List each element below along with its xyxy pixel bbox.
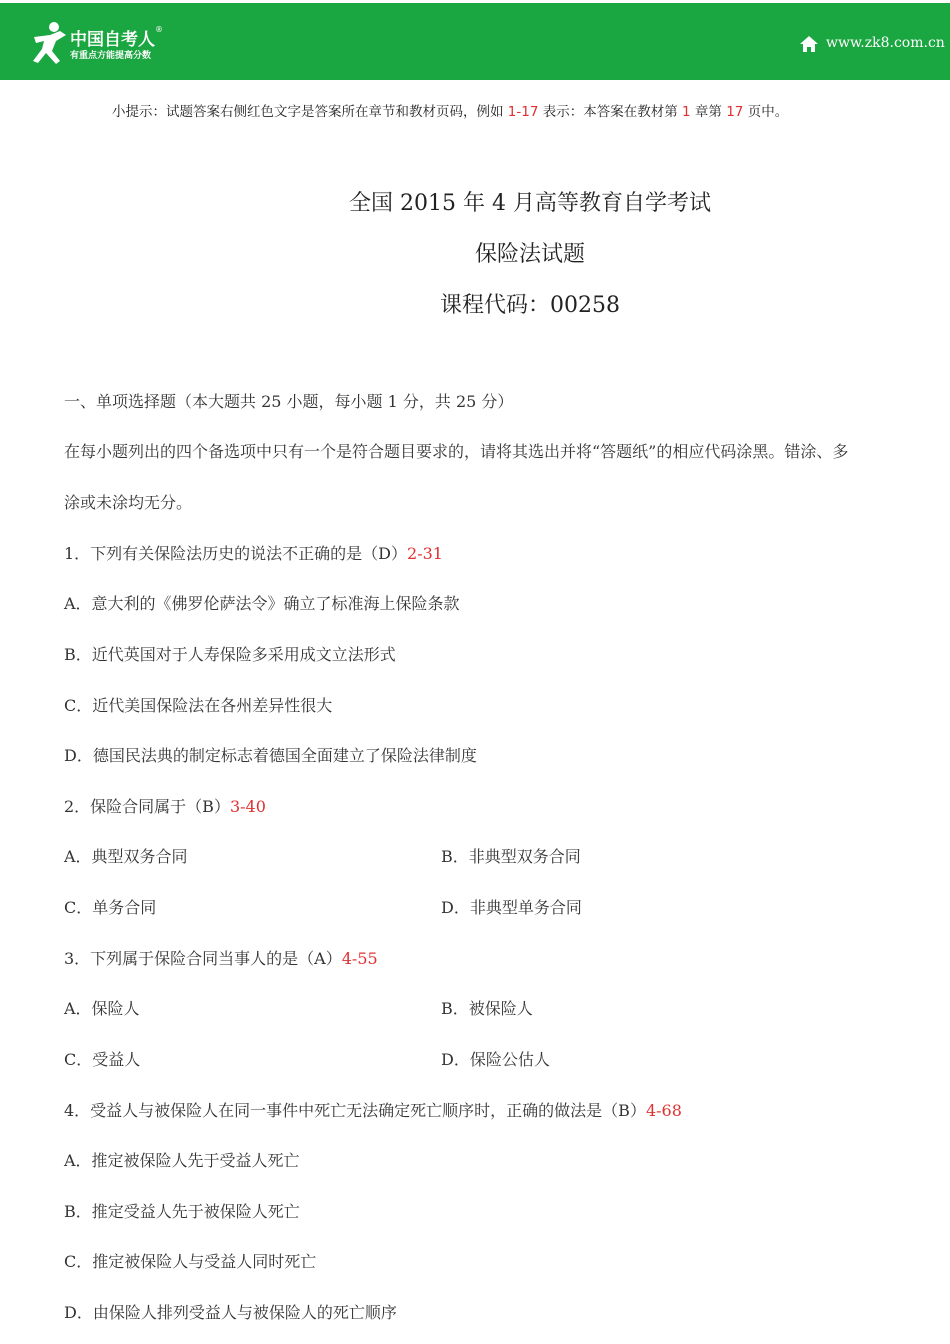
- option-a: A．意大利的《佛罗伦萨法令》确立了标准海上保险条款: [64, 594, 460, 613]
- answer-tip: [112, 100, 942, 120]
- option-a: A．典型双务合同: [64, 847, 188, 866]
- tip-example: 1-17: [507, 104, 539, 120]
- section-instruction-line2: 涂或未涂均无分。: [64, 493, 193, 512]
- tip-middle1: 表示：本答案在教材第: [538, 104, 683, 120]
- registered-mark: ®: [155, 25, 163, 34]
- option-a: A．保险人: [64, 999, 140, 1018]
- tip-prefix: 小提示：试题答案右侧红色文字是答案所在章节和教材页码，例如: [112, 104, 508, 120]
- option-d: D．由保险人排列受益人与被保险人的死亡顺序: [64, 1303, 397, 1322]
- option-c: C．推定被保险人与受益人同时死亡: [64, 1252, 317, 1271]
- question-stem: [64, 1101, 682, 1121]
- question-text: 2．保险合同属于（B）: [64, 797, 230, 816]
- question-text: 3．下列属于保险合同当事人的是（A）: [64, 949, 342, 968]
- site-url[interactable]: www.zk8.com.cn: [826, 35, 945, 51]
- option-a: A．推定被保险人先于受益人死亡: [64, 1151, 300, 1170]
- option-d: D．非典型单务合同: [441, 898, 582, 917]
- course-code: 课程代码：00258: [440, 293, 620, 318]
- tip-middle2: 章第: [690, 104, 727, 120]
- tip-chapter: 1: [682, 104, 691, 120]
- answer-reference: 4-55: [341, 949, 378, 968]
- site-logo[interactable]: [30, 21, 190, 67]
- option-d: D．德国民法典的制定标志着德国全面建立了保险法律制度: [64, 746, 477, 765]
- running-person-logo-icon: [30, 21, 70, 67]
- option-b: B．近代英国对于人寿保险多采用成文立法形式: [64, 645, 396, 664]
- question-stem: [64, 949, 378, 969]
- section-heading: 一、单项选择题（本大题共 25 小题，每小题 1 分，共 25 分）: [64, 392, 514, 411]
- option-c: C．单务合同: [64, 898, 157, 917]
- answer-reference: 4-68: [645, 1101, 682, 1120]
- option-b: B．被保险人: [441, 999, 533, 1018]
- logo-title: [70, 25, 163, 50]
- answer-reference: 2-31: [407, 544, 443, 563]
- option-c: C．近代美国保险法在各州差异性很大: [64, 696, 333, 715]
- logo-slogan: 有重点方能提高分数: [70, 51, 152, 61]
- tip-suffix: 页中。: [743, 104, 789, 120]
- home-icon: [800, 36, 818, 52]
- exam-title: 全国 2015 年 4 月高等教育自学考试: [349, 191, 711, 216]
- option-b: B．非典型双务合同: [441, 847, 581, 866]
- site-header: [0, 3, 950, 80]
- exam-subject: 保险法试题: [474, 242, 585, 267]
- question-stem: [64, 544, 443, 564]
- question-stem: [64, 797, 266, 817]
- logo-title-text: 中国自考人: [70, 30, 155, 50]
- question-text: 4．受益人与被保险人在同一事件中死亡无法确定死亡顺序时，正确的做法是（B）: [64, 1101, 646, 1120]
- section-instruction-line1: 在每小题列出的四个备选项中只有一个是符合题目要求的，请将其选出并将“答题纸”的相应代码涂黑。错涂、多: [64, 442, 849, 461]
- tip-page: 17: [726, 104, 744, 120]
- option-d: D．保险公估人: [441, 1050, 550, 1069]
- answer-reference: 3-40: [229, 797, 266, 816]
- option-c: C．受益人: [64, 1050, 141, 1069]
- question-text: 1．下列有关保险法历史的说法不正确的是（D）: [64, 544, 408, 563]
- option-b: B．推定受益人先于被保险人死亡: [64, 1202, 300, 1221]
